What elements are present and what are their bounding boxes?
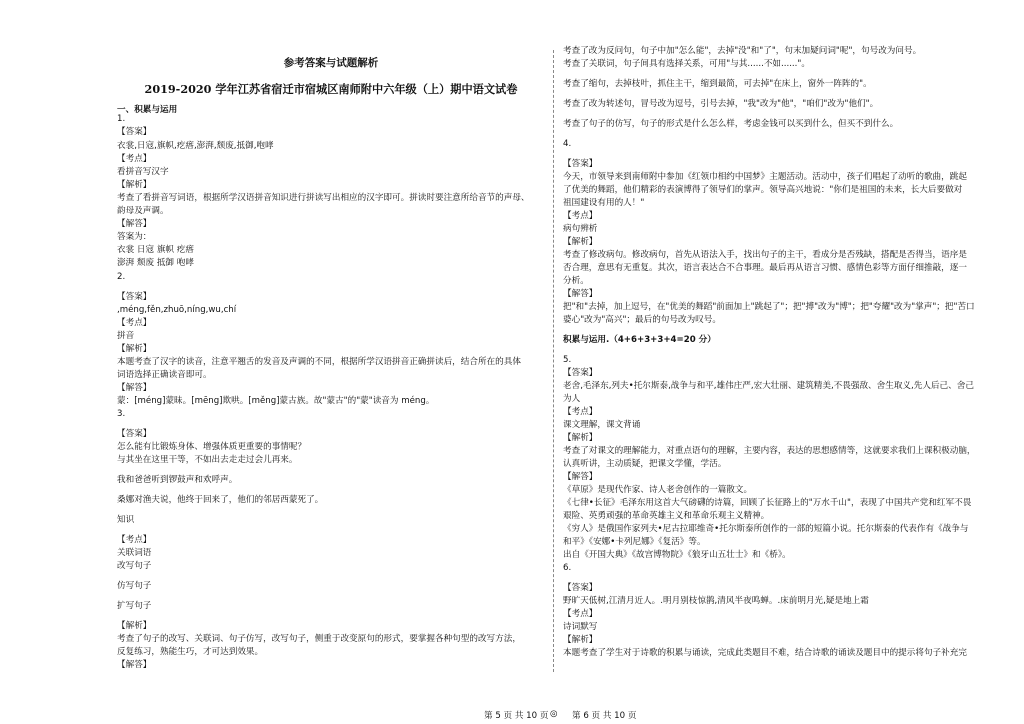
text-line: 蒙：[méng]蒙昧。[mēng]欺哄。[měng]蒙古族。故"蒙古"的"蒙"读音为 méng。	[117, 396, 435, 406]
text-line: 诗词默写	[563, 622, 598, 632]
text-line: 认真听讲，主动质疑，把课文学懂，学活。	[563, 459, 727, 469]
text-line: 【解答】	[117, 383, 152, 393]
text-line: 病句辨析	[563, 224, 598, 234]
text-line: 《穷人》是俄国作家列夫•尼古拉耶维奇•托尔斯泰所创作的一部的短篇小说。托尔斯泰的代表作有《战争与	[563, 524, 969, 534]
text-line: 本题考查了汉字的读音，注意平翘舌的发音及声调的不同，根据所学汉语拼音正确拼读后，结合所在的具体	[117, 357, 521, 367]
text-line: 韵母及声调。	[117, 206, 169, 216]
text-line: 【解答】	[563, 472, 598, 482]
text-line: 【考点】	[563, 609, 598, 619]
text-line: 2.	[117, 272, 126, 282]
text-line: 【解析】	[563, 635, 598, 645]
text-line: 婆心"改为"高兴"；最后的句号改为叹号。	[563, 315, 721, 325]
footer-page-right: 第 6 页 共 10 页	[572, 711, 637, 721]
text-line: 知识	[117, 515, 135, 525]
text-line: 野旷天低树,江清月近人。.明月别枝惊鹊,清风半夜鸣蝉。.床前明月光,疑是地上霜	[563, 596, 869, 606]
text-line: 今天，市领导来到南师附中参加《红领巾相约中国梦》主题活动。活动中，孩子们唱起了动听的歌曲，跳起	[563, 172, 967, 182]
text-line: 和平》《安娜•卡列尼娜》《复活》等。	[563, 537, 706, 547]
text-line: 【答案】	[117, 292, 152, 302]
text-line: 【考点】	[117, 318, 152, 328]
text-line: 分析。	[563, 276, 589, 286]
text-line: 改写句子	[117, 561, 152, 571]
text-line: 与其坐在这里干等，不如出去走走过会儿再来。	[117, 455, 298, 465]
text-line: 5.	[563, 355, 572, 365]
text-line: 6.	[563, 563, 572, 573]
text-line: 【考点】	[563, 211, 598, 221]
text-line: 反复练习，熟能生巧，才可达到效果。	[117, 647, 264, 657]
text-line: 课文理解，课文背诵	[563, 420, 641, 430]
text-line: 《草原》是现代作家、诗人老舍创作的一篇散文。	[563, 485, 753, 495]
text-line: 考查了句子的改写、关联词、句子仿写，改写句子，侧重于改变原句的形式，要掌握各种句型的改写方法，	[117, 634, 521, 644]
text-line: 衣裳,日寇,旗帜,疙瘩,澎湃,颓废,抵御,咆哮	[117, 141, 274, 151]
doc-title: 2019-2020 学年江苏省宿迁市宿城区南师附中六年级（上）期中语文试卷	[144, 82, 518, 96]
text-line: 【解析】	[563, 433, 598, 443]
footer-symbol: ◎	[550, 709, 558, 719]
text-line: 考查了看拼音写词语，根据所学汉语拼音知识进行拼读写出相应的汉字即可。拼读时要注意所给音节的声母、	[117, 193, 530, 203]
page-divider	[553, 50, 554, 672]
text-line: 【答案】	[563, 159, 598, 169]
text-line: 为人	[563, 394, 581, 404]
text-line: 【解析】	[117, 621, 152, 631]
section-heading: 一、积累与运用	[117, 105, 178, 115]
text-line: 祖国建设有用的人！"	[563, 198, 645, 208]
text-line: 【解析】	[563, 237, 598, 247]
text-line: 拼音	[117, 331, 135, 341]
text-line: 1.	[117, 114, 126, 124]
text-line: 【解析】	[117, 344, 152, 354]
text-line: 衣裳 日寇 旗帜 疙瘩	[117, 245, 194, 255]
text-line: 【考点】	[117, 535, 152, 545]
text-line: 积累与运用.（4+6+3+3+4=20 分）	[563, 335, 716, 345]
text-line: 出自《开国大典》《故宫博物院》《狼牙山五壮士》和《桥》。	[563, 550, 791, 560]
text-line: 考查了对课文的理解能力，对重点语句的理解，主要内容，表达的思想感情等，这就要求我们上课积极动脑，	[563, 446, 976, 456]
text-line: 【答案】	[563, 368, 598, 378]
text-line: 了优美的舞蹈，他们精彩的表演博得了领导们的掌声。领导高兴地说："你们是祖国的未来，长大后要做对	[563, 185, 963, 195]
text-line: 【解析】	[117, 180, 152, 190]
text-line: 桑娜对渔夫说，他终于回来了，他们的邻居西蒙死了。	[117, 495, 324, 505]
text-line: 考查了句子的仿写，句子的形式是什么怎么样，考虑金钱可以买到什么，但买不到什么。	[563, 119, 899, 129]
text-line: ,méng,fěn,zhuō,níng,wu,chí	[117, 305, 237, 315]
text-line: 【考点】	[563, 407, 598, 417]
text-line: 【解答】	[117, 660, 152, 670]
text-line: 【答案】	[563, 583, 598, 593]
text-line: 【解答】	[117, 219, 152, 229]
text-line: 扩写句子	[117, 601, 152, 611]
text-line: 【考点】	[117, 154, 152, 164]
text-line: 《七律•长征》毛泽东用这首大气磅礴的诗篇，回顾了长征路上的"万水千山"，表现了中国共产党和红军不畏	[563, 498, 972, 508]
text-line: 考查了改为转述句，冒号改为逗号，引号去掉，"我"改为"他"，"咱们"改为"他们"。	[563, 99, 879, 109]
text-line: 4.	[563, 139, 572, 149]
text-line: 本题考查了学生对于诗歌的积累与诵读，完成此类题目不难，结合诗歌的诵读及题目中的提示将句子补充完	[563, 648, 967, 658]
doc-heading: 参考答案与试题解析	[283, 57, 379, 69]
text-line: 看拼音写汉字	[117, 167, 169, 177]
text-line: 关联词语	[117, 548, 152, 558]
text-line: 澎湃 颓废 抵御 咆哮	[117, 258, 194, 268]
text-line: 老舍,毛泽东,列夫•托尔斯泰,战争与和平,雄伟庄严,宏大壮丽、建筑精美,不畏强敌、舍生取义,先人后己、舍己	[563, 381, 974, 391]
text-line: 我和爸爸听到锣鼓声和欢呼声。	[117, 475, 238, 485]
text-line: 考查了关联词，句子间具有选择关系，可用"与其......不如......"。	[563, 59, 810, 69]
text-line: 词语选择正确读音即可。	[117, 370, 212, 380]
text-line: 仿写句子	[117, 581, 152, 591]
text-line: 否合理，意思有无重复。其次，语言表达合不合事理。最后再从语言习惯、感情色彩等方面仔细推敲，逐一	[563, 263, 967, 273]
text-line: 【解答】	[563, 289, 598, 299]
text-line: 3.	[117, 409, 126, 419]
text-line: 艰险、英勇顽强的革命英雄主义和革命乐观主义精神。	[563, 511, 770, 521]
text-line: 【答案】	[117, 429, 152, 439]
text-line: 考查了缩句，去掉枝叶，抓住主干，缩到最简，可去掉"在床上，窗外一阵阵的"。	[563, 79, 872, 89]
text-line: 怎么能有比锻炼身体、增强体质更重要的事情呢？	[117, 442, 307, 452]
text-line: 把"和"去掉，加上逗号，在"优美的舞蹈"前面加上"跳起了"；把"搏"改为"博"；把"夸耀"改为"掌声"；把"苦口	[563, 302, 975, 312]
text-line: 考查了改为反问句，句子中加"怎么能"，去掉"没"和"了"，句末加疑问词"呢"，句号改为问号。	[563, 46, 922, 56]
footer-page-left: 第 5 页 共 10 页	[484, 711, 549, 721]
text-line: 考查了修改病句。修改病句，首先从语法入手，找出句子的主干，看成分是否残缺，搭配是否得当，语序是	[563, 250, 967, 260]
text-line: 【答案】	[117, 127, 152, 137]
text-line: 答案为：	[117, 232, 152, 242]
